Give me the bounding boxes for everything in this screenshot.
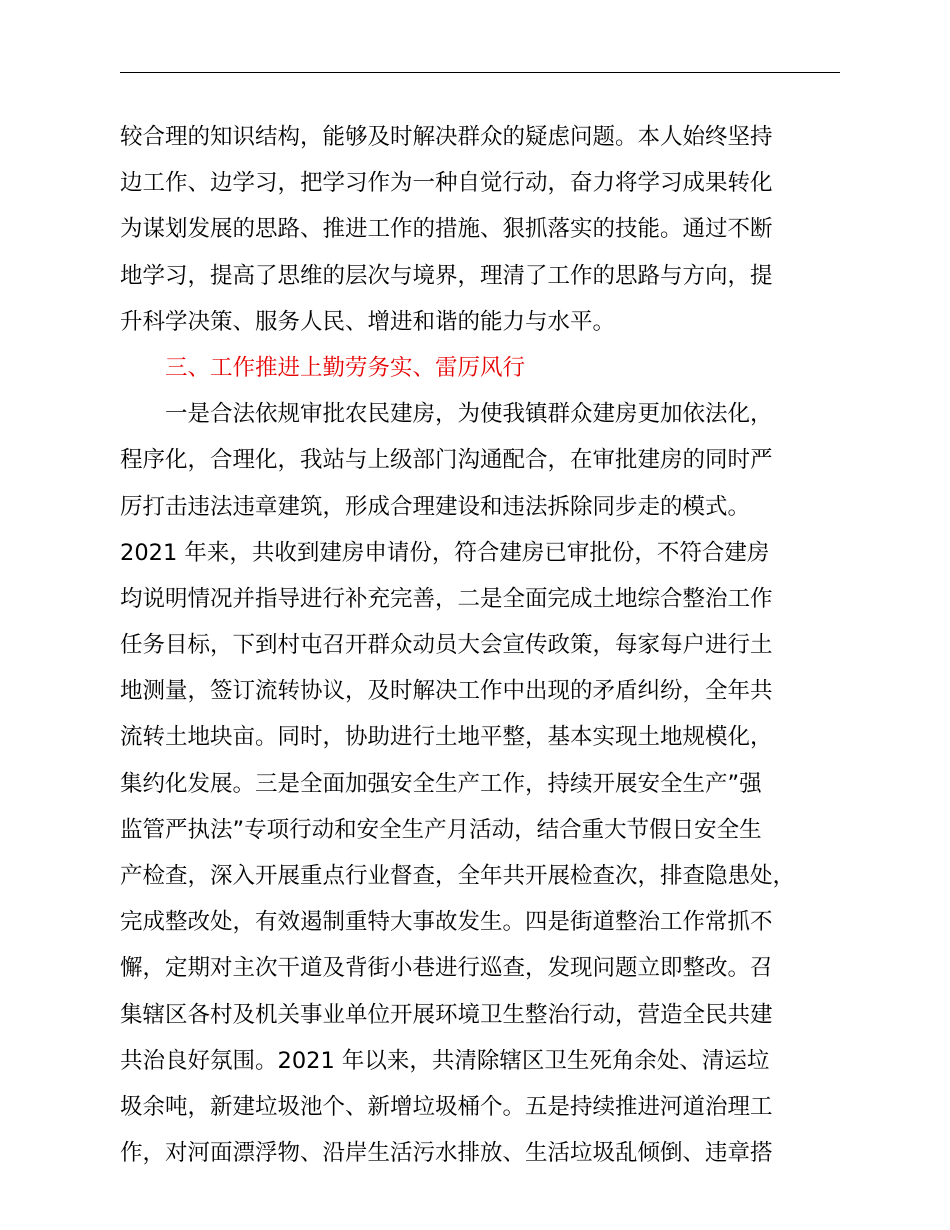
body-line: 厉打击违法违章建筑，形成合理建设和违法拆除同步走的模式。 xyxy=(120,493,751,520)
body-line: 地学习，提高了思维的层次与境界，理清了工作的思路与方向，提 xyxy=(120,262,773,289)
body-line: 程序化，合理化，我站与上级部门沟通配合，在审批建房的同时严 xyxy=(120,447,773,474)
body-line: 圾余吨，新建垃圾池个、新增垃圾桶个。五是持续推进河道治理工 xyxy=(120,1093,773,1120)
body-line: 流转土地块亩。同时，协助进行土地平整，基本实现土地规模化， xyxy=(120,724,773,751)
body-line: 完成整改处，有效遏制重特大事故发生。四是街道整治工作常抓不 xyxy=(120,909,773,936)
body-line: 产检查，深入开展重点行业督查，全年共开展检查次，排查隐患处， xyxy=(120,863,796,889)
header-rule xyxy=(120,72,840,73)
body-line: 较合理的知识结构，能够及时解决群众的疑虑问题。本人始终坚持 xyxy=(120,124,773,150)
section-heading: 三、工作推进上勤劳务实、雷厉风行 xyxy=(165,354,526,381)
body-line: 集辖区各村及机关事业单位开展环境卫生整治行动，营造全民共建 xyxy=(120,1001,773,1028)
body-line: 均说明情况并指导进行补充完善，二是全面完成土地综合整治工作 xyxy=(120,585,773,612)
body-line: 任务目标，下到村屯召开群众动员大会宣传政策，每家每户进行土 xyxy=(120,632,773,659)
body-line: 2021 年来，共收到建房申请份，符合建房已审批份，不符合建房 xyxy=(120,539,770,566)
body-line: 升科学决策、服务人民、增进和谐的能力与水平。 xyxy=(120,308,616,335)
body-line: 懈，定期对主次干道及背街小巷进行巡查，发现问题立即整改。召 xyxy=(120,955,773,982)
body-line: 监管严执法”专项行动和安全生产月活动，结合重大节假日安全生 xyxy=(120,816,762,843)
body-line: 地测量，签订流转协议，及时解决工作中出现的矛盾纠纷，全年共 xyxy=(120,678,773,705)
paragraph-first-line: 一是合法依规审批农民建房，为使我镇群众建房更加依法化， xyxy=(165,401,773,428)
body-line: 共治良好氛围。2021 年以来，共清除辖区卫生死角余处、清运垃 xyxy=(120,1047,770,1074)
body-line: 边工作、边学习，把学习作为一种自觉行动，奋力将学习成果转化 xyxy=(120,170,773,197)
body-line: 作，对河面漂浮物、沿岸生活污水排放、生活垃圾乱倾倒、违章搭 xyxy=(120,1140,773,1167)
document-body xyxy=(120,114,840,1176)
body-line: 为谋划发展的思路、推进工作的措施、狠抓落实的技能。通过不断 xyxy=(120,216,773,243)
body-line: 集约化发展。三是全面加强安全生产工作，持续开展安全生产”强 xyxy=(120,770,762,797)
